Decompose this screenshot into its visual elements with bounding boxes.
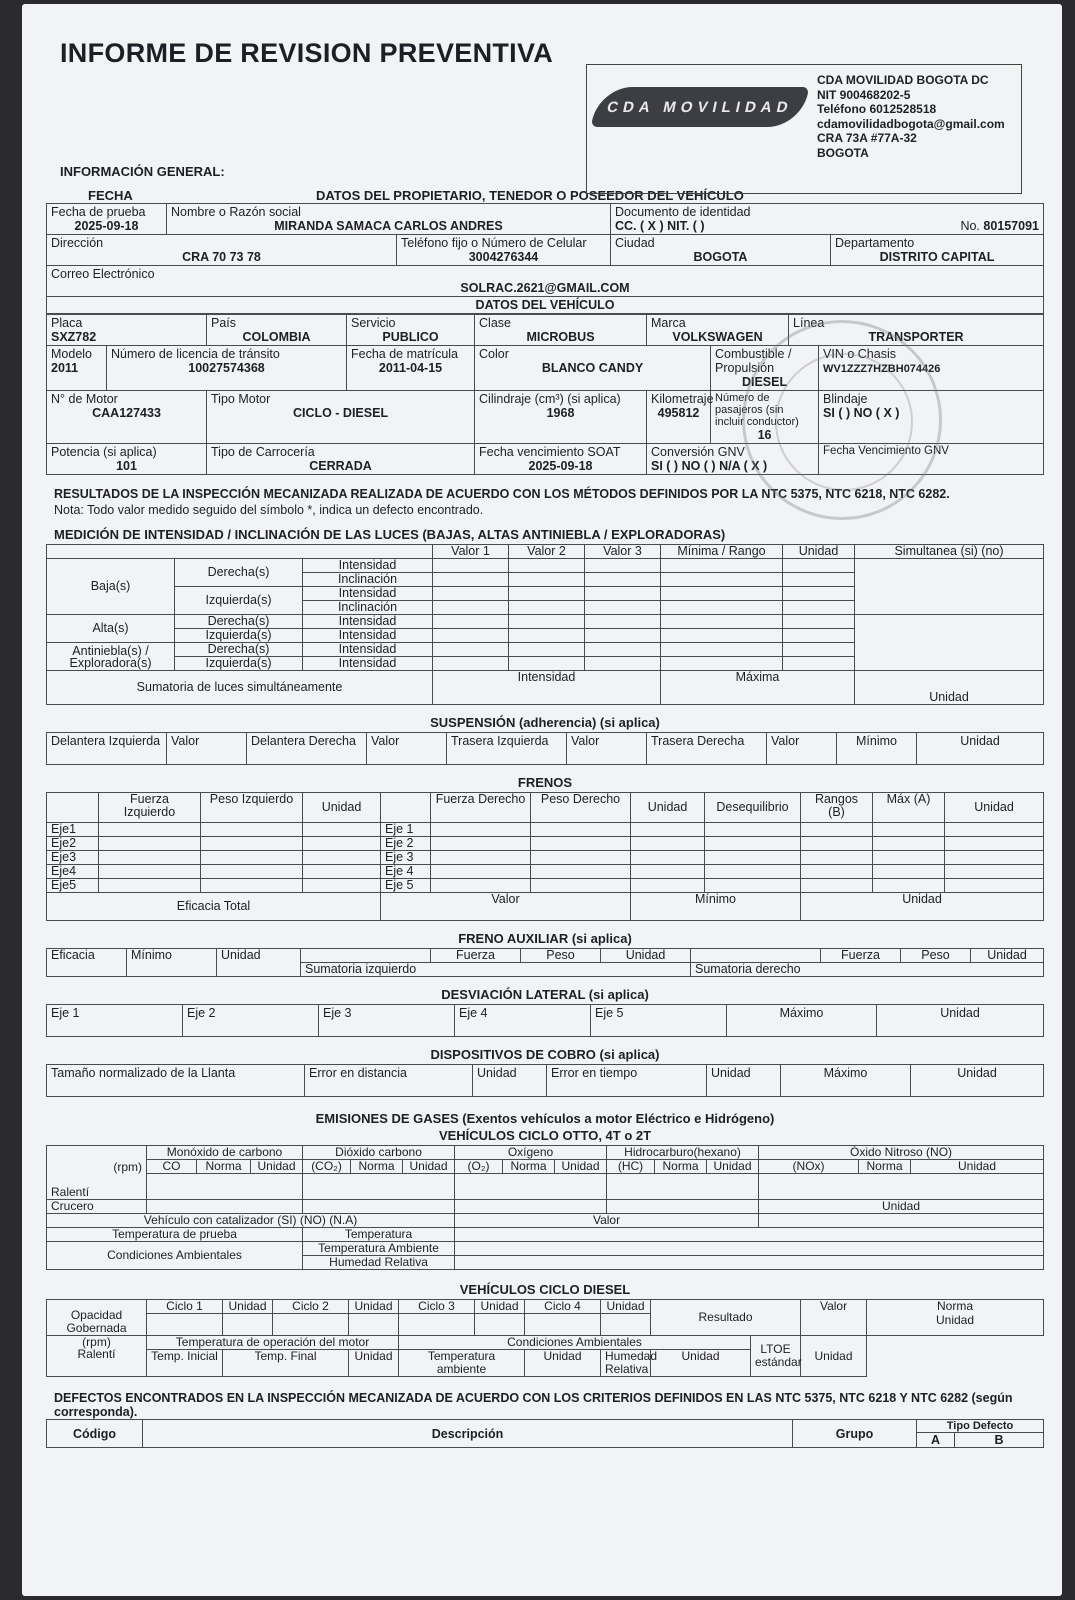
cilindraje-value: 1968 <box>546 406 575 420</box>
nombre-value: MIRANDA SAMACA CARLOS ANDRES <box>274 219 503 233</box>
luces-sumatoria: Sumatoria de luces simultáneamente <box>47 671 433 705</box>
fecha-heading: FECHA <box>88 188 133 203</box>
soat-value: 2025-09-18 <box>528 459 593 473</box>
ciudad-value: BOGOTA <box>693 250 748 264</box>
modelo-cell: Modelo 2011 <box>47 346 107 391</box>
soat-cell: Fecha vencimiento SOAT 2025-09-18 <box>475 444 647 475</box>
nombre-cell: Nombre o Razón social MIRANDA SAMACA CARLOS ANDRES <box>167 204 611 235</box>
linea-value: TRANSPORTER <box>868 330 964 344</box>
motor-value: CAA127433 <box>92 406 161 420</box>
company-nit: NIT 900468202-5 <box>817 87 911 102</box>
diesel-table: Opacidad Gobernada Ciclo 1 Unidad Ciclo 2 Unidad Ciclo 3 Unidad Ciclo 4 Unidad Resultado Valor Norma Unidad (rpm) Ralentí Temperatura de operación del motor Condiciones Ambientales LTOE estándar Unidad Temp. Inicial Temp. Final Unidad Temperatura ambiente Unidad Humedad Relativa Unidad <box>46 1299 1044 1377</box>
matricula-cell: Fecha de matrícula 2011-04-15 <box>347 346 475 391</box>
motor-cell: N° de Motor CAA127433 <box>47 391 207 444</box>
gnv-cell: Conversión GNV SI ( ) NO ( ) N/A ( X ) <box>647 444 819 475</box>
pais-value: COLOMBIA <box>242 330 311 344</box>
clase-cell: Clase MICROBUS <box>475 315 647 346</box>
defectos-heading: DEFECTOS ENCONTRADOS EN LA INSPECCIÓN MECANIZADA DE ACUERDO CON LOS CRITERIOS DEFINIDOS EN LAS NTC 5375, NTC 6218 Y NTC 6282 (según corresponda). <box>54 1391 1013 1419</box>
marca-cell: Marca VOLKSWAGEN <box>647 315 789 346</box>
diesel-rpm-ralenti: (rpm) Ralentí <box>47 1336 147 1377</box>
marca-value: VOLKSWAGEN <box>672 330 763 344</box>
cobro-table: Tamaño normalizado de la Llanta Error en distancia Unidad Error en tiempo Unidad Máximo Unidad <box>46 1064 1044 1097</box>
documento-numero: 80157091 <box>983 219 1039 233</box>
cobro-heading: DISPOSITIVOS DE COBRO (si aplica) <box>430 1047 660 1062</box>
kilometraje-value: 495812 <box>657 406 700 420</box>
luces-sum-intensidad: Intensidad <box>433 671 661 705</box>
company-city: BOGOTA <box>817 145 869 160</box>
fecha-prueba-value: 2025-09-18 <box>74 219 139 233</box>
company-phone: Teléfono 6012528518 <box>817 102 937 116</box>
luces-sum-unidad: Unidad <box>855 671 1044 705</box>
frenos-table: Fuerza Izquierdo Peso Izquierdo Unidad Fuerza Derecho Peso Derecho Unidad Desequilibrio Rangos (B) Máx (A) Unidad Eje1 Eje 1 Eje2 Eje 2 Eje3 Eje 3 Eje4 Eje 4 Eje5 Eje 5 Eficacia Total Valor Mínimo Unidad <box>46 792 1044 921</box>
fecha-prueba-cell: Fecha de prueba 2025-09-18 <box>47 204 167 235</box>
carroceria-value: CERRADA <box>309 459 372 473</box>
results-note: Nota: Todo valor medido seguido del símbolo *, indica un defecto encontrado. <box>54 503 484 517</box>
color-cell: Color BLANCO CANDY <box>475 346 711 391</box>
departamento-cell: Departamento DISTRITO CAPITAL <box>831 235 1044 266</box>
company-box <box>586 64 1022 194</box>
combustible-value: DIESEL <box>741 375 788 389</box>
defectos-table: Código Descripción Grupo Tipo Defecto A B <box>46 1419 1044 1448</box>
luces-antiniebla: Antiniebla(s) / Exploradora(s) <box>47 643 175 671</box>
desviacion-heading: DESVIACIÓN LATERAL (si aplica) <box>441 987 649 1002</box>
placa-cell: Placa SXZ782 <box>47 315 207 346</box>
luces-baja-izquierda: Izquierda(s) <box>175 587 303 615</box>
luces-alta: Alta(s) <box>47 615 175 643</box>
documento-tipo: CC. ( X ) NIT. ( ) <box>615 219 705 233</box>
vin-value: WV1ZZZ7HZBH074426 <box>823 363 941 375</box>
correo-cell: Correo Electrónico SOLRAC.2621@GMAIL.COM <box>47 266 1044 297</box>
company-email: cdamovilidadbogota@gmail.com <box>817 116 1005 131</box>
color-value: BLANCO CANDY <box>541 361 644 375</box>
pais-cell: País COLOMBIA <box>207 315 347 346</box>
luces-col-valor2: Valor 2 <box>509 545 585 559</box>
documento-cell: Documento de identidad CC. ( X ) NIT. ( ) No. 80157091 <box>611 204 1044 235</box>
direccion-value: CRA 70 73 78 <box>182 250 261 264</box>
company-address: CRA 73A #77A-32 <box>817 131 917 145</box>
luces-col-unidad: Unidad <box>783 545 855 559</box>
luces-col-simultanea: Simultanea (si) (no) <box>855 545 1044 559</box>
carroceria-cell: Tipo de Carrocería CERRADA <box>207 444 475 475</box>
direccion-cell: Dirección CRA 70 73 78 <box>47 235 397 266</box>
linea-cell: Línea TRANSPORTER <box>789 315 1044 346</box>
suspension-table: Delantera Izquierda Valor Delantera Derecha Valor Trasera Izquierda Valor Trasera Derecha Valor Mínimo Unidad <box>46 732 1044 765</box>
otto-heading: VEHÍCULOS CICLO OTTO, 4T o 2T <box>438 1128 652 1143</box>
combustible-cell: Combustible / Propulsión DIESEL <box>711 346 819 391</box>
report-page <box>22 4 1062 1596</box>
luces-col-valor3: Valor 3 <box>585 545 661 559</box>
luces-col-valor1: Valor 1 <box>433 545 509 559</box>
diesel-heading: VEHÍCULOS CICLO DIESEL <box>459 1282 631 1297</box>
kilometraje-cell: Kilometraje 495812 <box>647 391 711 444</box>
servicio-value: PUBLICO <box>382 330 439 344</box>
otto-table: (rpm) Monóxido de carbono Dióxido carbono Oxígeno Hidrocarburo(hexano) Óxido Nitroso (NO) CO Norma Unidad (CO₂) Norma Unidad (O₂) Norma Unidad (HC) Norma Unidad (NOx) Norma Unidad Ralentí Crucero Unidad Vehículo con catalizador (SI) (NO) (N.A) Valor Temperatura de prueba Temperatura Condiciones Ambientales Temperatura Ambiente Humedad Relativa <box>46 1145 1044 1270</box>
owner-table <box>46 203 1044 314</box>
suspension-heading: SUSPENSIÓN (adherencia) (si aplica) <box>430 715 660 730</box>
company-logo: CDA MOVILIDAD <box>591 87 810 127</box>
vehicle-heading: DATOS DEL VEHÍCULO <box>47 297 1044 314</box>
modelo-value: 2011 <box>51 361 79 375</box>
freno-aux-heading: FRENO AUXILIAR (si aplica) <box>458 931 632 946</box>
desviacion-table: Eje 1 Eje 2 Eje 3 Eje 4 Eje 5 Máximo Unidad <box>46 1004 1044 1037</box>
matricula-value: 2011-04-15 <box>378 361 443 375</box>
vehicle-table <box>46 314 1044 475</box>
header-area <box>46 26 1044 179</box>
departamento-value: DISTRITO CAPITAL <box>879 250 995 264</box>
gnv-value: SI ( ) NO ( ) N/A ( X ) <box>651 459 768 473</box>
luces-table: Valor 1 Valor 2 Valor 3 Mínima / Rango Unidad Simultanea (si) (no) Baja(s) Derecha(s) Intensidad Inclinación Izquierda(s) Intensidad Inclinación Alta(s) Derecha(s) Intensidad Izquierda(s) Intensidad Antiniebla(s) / Exploradora(s) Derecha(s) Intensidad Izquierda(s) Intensidad Sumatoria de luces simultáneamente Intensidad Máxima Unidad <box>46 544 1044 705</box>
telefono-cell: Teléfono fijo o Número de Celular 3004276344 <box>397 235 611 266</box>
pasajeros-value: 16 <box>757 428 772 442</box>
frenos-eficacia: Eficacia Total <box>47 893 381 921</box>
blindaje-value: SI ( ) NO ( X ) <box>823 406 900 420</box>
placa-value: SXZ782 <box>51 330 97 344</box>
luces-baja: Baja(s) <box>47 559 175 615</box>
results-title: RESULTADOS DE LA INSPECCIÓN MECANIZADA REALIZADA DE ACUERDO CON LOS MÉTODOS DEFINIDOS POR LA NTC 5375, NTC 6218, NTC 6282. <box>54 487 950 501</box>
telefono-value: 3004276344 <box>468 250 539 264</box>
tipo-motor-cell: Tipo Motor CICLO - DIESEL <box>207 391 475 444</box>
luces-col-minima: Mínima / Rango <box>661 545 783 559</box>
pasajeros-cell: Número de pasajeros (sin incluir conductor) 16 <box>711 391 819 444</box>
tipo-motor-value: CICLO - DIESEL <box>292 406 389 420</box>
luces-baja-derecha: Derecha(s) <box>175 559 303 587</box>
cilindraje-cell: Cilindraje (cm³) (si aplica) 1968 <box>475 391 647 444</box>
vin-cell: VIN o Chasis WV1ZZZ7HZBH074426 <box>819 346 1044 391</box>
licencia-cell: Número de licencia de tránsito 10027574368 <box>107 346 347 391</box>
correo-value: SOLRAC.2621@GMAIL.COM <box>460 281 630 295</box>
servicio-cell: Servicio PUBLICO <box>347 315 475 346</box>
company-info <box>817 73 1005 160</box>
luces-sum-maxima: Máxima <box>661 671 855 705</box>
clase-value: MICROBUS <box>526 330 595 344</box>
emisiones-heading: EMISIONES DE GASES (Exentos vehículos a motor Eléctrico e Hidrógeno) <box>315 1111 775 1126</box>
ciudad-cell: Ciudad BOGOTA <box>611 235 831 266</box>
licencia-value: 10027574368 <box>188 361 265 375</box>
frenos-heading: FRENOS <box>517 775 573 790</box>
freno-aux-table: Eficacia Mínimo Unidad Fuerza Peso Unidad Fuerza Peso Unidad Sumatoria izquierdo Sumatoria derecho <box>46 948 1044 977</box>
gnv-venc-cell: Fecha Vencimiento GNV <box>819 444 1044 475</box>
general-info-heading: INFORMACIÓN GENERAL: <box>60 164 225 179</box>
potencia-value: 101 <box>116 459 137 473</box>
luces-heading: MEDICIÓN DE INTENSIDAD / INCLINACIÓN DE LAS LUCES (BAJAS, ALTAS ANTINIEBLA / EXPLORADORAS) <box>54 527 726 542</box>
blindaje-cell: Blindaje SI ( ) NO ( X ) <box>819 391 1044 444</box>
potencia-cell: Potencia (si aplica) 101 <box>47 444 207 475</box>
owner-heading: DATOS DEL PROPIETARIO, TENEDOR O POSEEDOR DEL VEHÍCULO <box>316 188 744 203</box>
document-title: INFORME DE REVISION PREVENTIVA <box>60 38 554 68</box>
company-name: CDA MOVILIDAD BOGOTA DC <box>817 73 989 87</box>
